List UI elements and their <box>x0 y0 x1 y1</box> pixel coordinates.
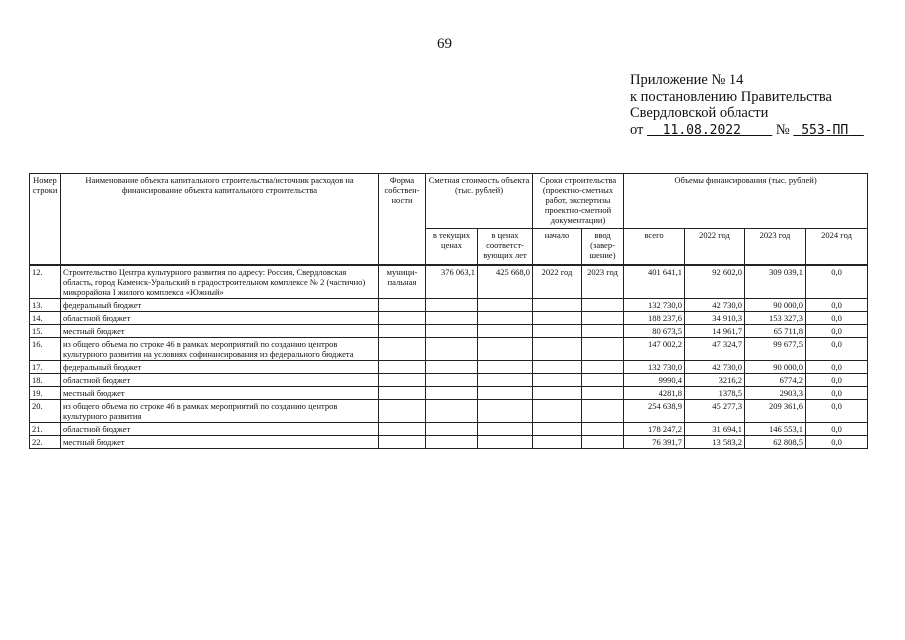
header-term-end: ввод (завер-шение) <box>582 229 624 265</box>
object-name-cell: областной бюджет <box>61 373 379 386</box>
cost-years-cell: 425 668,0 <box>478 265 533 299</box>
term-start-cell <box>533 324 582 337</box>
header-estimated-cost: Сметная стоимость объекта (тыс. рублей) <box>426 174 533 229</box>
y2024-cell: 0,0 <box>806 386 868 399</box>
y2023-cell: 2903,3 <box>745 386 806 399</box>
ownership-cell <box>379 298 426 311</box>
total-cell: 188 237,6 <box>624 311 685 324</box>
term-end-cell <box>582 360 624 373</box>
ownership-cell <box>379 337 426 360</box>
object-name-cell: федеральный бюджет <box>61 298 379 311</box>
header-ownership: Форма собствен-ности <box>379 174 426 265</box>
table-row <box>30 386 868 399</box>
header-row-number: Номер строки <box>30 174 61 265</box>
header-2023: 2023 год <box>745 229 806 265</box>
cost-current-cell <box>426 324 478 337</box>
term-end-cell <box>582 435 624 448</box>
y2024-cell: 0,0 <box>806 360 868 373</box>
y2022-cell: 47 324,7 <box>685 337 745 360</box>
term-end-cell <box>582 324 624 337</box>
y2024-cell: 0,0 <box>806 265 868 299</box>
financing-table <box>29 173 868 449</box>
term-end-cell <box>582 337 624 360</box>
y2024-cell: 0,0 <box>806 373 868 386</box>
table-row <box>30 337 868 360</box>
term-start-cell <box>533 298 582 311</box>
term-end-cell <box>582 422 624 435</box>
y2023-cell: 146 553,1 <box>745 422 806 435</box>
decree-number: 553-ПП <box>801 122 849 138</box>
cost-years-cell <box>478 435 533 448</box>
y2023-cell: 153 327,3 <box>745 311 806 324</box>
term-end-cell <box>582 311 624 324</box>
appendix-line-3: Свердловской области <box>630 105 769 121</box>
header-2022: 2022 год <box>685 229 745 265</box>
term-start-cell <box>533 386 582 399</box>
cost-current-cell <box>426 360 478 373</box>
object-name-cell: местный бюджет <box>61 386 379 399</box>
y2022-cell: 42 730,0 <box>685 360 745 373</box>
y2023-cell: 90 000,0 <box>745 298 806 311</box>
appendix-date-line <box>630 122 864 140</box>
row-number-cell: 22. <box>30 435 61 448</box>
term-end-cell <box>582 399 624 422</box>
ownership-cell <box>379 373 426 386</box>
header-cost-current: в текущих ценах <box>426 229 478 265</box>
cost-current-cell <box>426 311 478 324</box>
ownership-cell <box>379 360 426 373</box>
ownership-cell: муници-пальная <box>379 265 426 299</box>
y2024-cell: 0,0 <box>806 435 868 448</box>
cost-current-cell <box>426 422 478 435</box>
cost-years-cell <box>478 386 533 399</box>
y2023-cell: 99 677,5 <box>745 337 806 360</box>
object-name-cell: Строительство Центра культурного развития по адресу: Россия, Свердловская область, город Каменск-Уральский в градостроительном комплексе № 2 (частично) микрорайона I жилого комплекса «Южный» <box>61 265 379 299</box>
term-start-cell <box>533 373 582 386</box>
header-financing-volumes: Объемы финансирования (тыс. рублей) <box>624 174 868 229</box>
table-row <box>30 298 868 311</box>
term-end-cell: 2023 год <box>582 265 624 299</box>
appendix-line-2: к постановлению Правительства <box>630 88 832 105</box>
cost-current-cell <box>426 337 478 360</box>
y2024-cell: 0,0 <box>806 337 868 360</box>
decree-date: 11.08.2022 <box>662 122 741 138</box>
y2024-cell: 0,0 <box>806 399 868 422</box>
y2022-cell: 13 583,2 <box>685 435 745 448</box>
cost-years-cell <box>478 360 533 373</box>
cost-current-cell <box>426 298 478 311</box>
appendix-header <box>630 72 864 139</box>
object-name-cell: местный бюджет <box>61 435 379 448</box>
term-start-cell: 2022 год <box>533 265 582 299</box>
y2023-cell: 65 711,8 <box>745 324 806 337</box>
cost-years-cell <box>478 422 533 435</box>
header-cost-years: в ценах соответст-вующих лет <box>478 229 533 265</box>
ownership-cell <box>379 435 426 448</box>
cost-years-cell <box>478 373 533 386</box>
row-number-cell: 15. <box>30 324 61 337</box>
row-number-cell: 20. <box>30 399 61 422</box>
total-cell: 132 730,0 <box>624 298 685 311</box>
cost-current-cell: 376 063,1 <box>426 265 478 299</box>
header-term-start: начало <box>533 229 582 265</box>
y2022-cell: 92 602,0 <box>685 265 745 299</box>
object-name-cell: из общего объема по строке 46 в рамках мероприятий по созданию центров культурного развития на условиях софинансирования из федерального бюджета <box>61 337 379 360</box>
object-name-cell: местный бюджет <box>61 324 379 337</box>
row-number-cell: 13. <box>30 298 61 311</box>
cost-years-cell <box>478 311 533 324</box>
y2023-cell: 62 808,5 <box>745 435 806 448</box>
ownership-cell <box>379 311 426 324</box>
cost-current-cell <box>426 399 478 422</box>
cost-current-cell <box>426 386 478 399</box>
y2022-cell: 34 910,3 <box>685 311 745 324</box>
object-name-cell: областной бюджет <box>61 422 379 435</box>
y2024-cell: 0,0 <box>806 324 868 337</box>
term-start-cell <box>533 399 582 422</box>
ownership-cell <box>379 324 426 337</box>
table-row <box>30 311 868 324</box>
table-row <box>30 422 868 435</box>
term-end-cell <box>582 386 624 399</box>
ownership-cell <box>379 422 426 435</box>
page-number: 69 <box>437 36 452 52</box>
total-cell: 254 638,9 <box>624 399 685 422</box>
table-row <box>30 435 868 448</box>
term-start-cell <box>533 337 582 360</box>
y2023-cell: 6774,2 <box>745 373 806 386</box>
header-object-name: Наименование объекта капитального строительства/источник расходов на финансирование объекта капитального строительства <box>61 174 379 265</box>
total-cell: 80 673,5 <box>624 324 685 337</box>
row-number-cell: 17. <box>30 360 61 373</box>
table-row <box>30 373 868 386</box>
y2023-cell: 209 361,6 <box>745 399 806 422</box>
y2022-cell: 45 277,3 <box>685 399 745 422</box>
y2022-cell: 42 730,0 <box>685 298 745 311</box>
cost-years-cell <box>478 324 533 337</box>
total-cell: 132 730,0 <box>624 360 685 373</box>
y2023-cell: 90 000,0 <box>745 360 806 373</box>
row-number-cell: 19. <box>30 386 61 399</box>
header-construction-terms: Сроки строительства (проектно-сметных работ, экспертизы проектно-сметной документации) <box>533 174 624 229</box>
object-name-cell: областной бюджет <box>61 311 379 324</box>
header-total: всего <box>624 229 685 265</box>
term-start-cell <box>533 360 582 373</box>
y2022-cell: 14 961,7 <box>685 324 745 337</box>
table-row <box>30 360 868 373</box>
y2022-cell: 3216,2 <box>685 373 745 386</box>
table-row <box>30 265 868 299</box>
from-label: от <box>630 121 644 138</box>
y2022-cell: 31 694,1 <box>685 422 745 435</box>
y2023-cell: 309 039,1 <box>745 265 806 299</box>
cost-current-cell <box>426 373 478 386</box>
total-cell: 401 641,1 <box>624 265 685 299</box>
total-cell: 178 247,2 <box>624 422 685 435</box>
row-number-cell: 12. <box>30 265 61 299</box>
ownership-cell <box>379 399 426 422</box>
total-cell: 9990,4 <box>624 373 685 386</box>
row-number-cell: 14. <box>30 311 61 324</box>
row-number-cell: 21. <box>30 422 61 435</box>
appendix-line-1: Приложение № 14 <box>630 72 744 88</box>
term-start-cell <box>533 311 582 324</box>
header-2024: 2024 год <box>806 229 868 265</box>
cost-years-cell <box>478 399 533 422</box>
object-name-cell: из общего объема по строке 46 в рамках мероприятий по созданию центров культурного развития <box>61 399 379 422</box>
total-cell: 4281,8 <box>624 386 685 399</box>
cost-years-cell <box>478 298 533 311</box>
y2024-cell: 0,0 <box>806 422 868 435</box>
row-number-cell: 18. <box>30 373 61 386</box>
cost-years-cell <box>478 337 533 360</box>
y2022-cell: 1378,5 <box>685 386 745 399</box>
y2024-cell: 0,0 <box>806 298 868 311</box>
number-label: № <box>775 121 790 138</box>
object-name-cell: федеральный бюджет <box>61 360 379 373</box>
term-end-cell <box>582 298 624 311</box>
term-start-cell <box>533 435 582 448</box>
term-end-cell <box>582 373 624 386</box>
y2024-cell: 0,0 <box>806 311 868 324</box>
cost-current-cell <box>426 435 478 448</box>
term-start-cell <box>533 422 582 435</box>
total-cell: 76 391,7 <box>624 435 685 448</box>
total-cell: 147 002,2 <box>624 337 685 360</box>
table-row <box>30 399 868 422</box>
ownership-cell <box>379 386 426 399</box>
table-row <box>30 324 868 337</box>
row-number-cell: 16. <box>30 337 61 360</box>
